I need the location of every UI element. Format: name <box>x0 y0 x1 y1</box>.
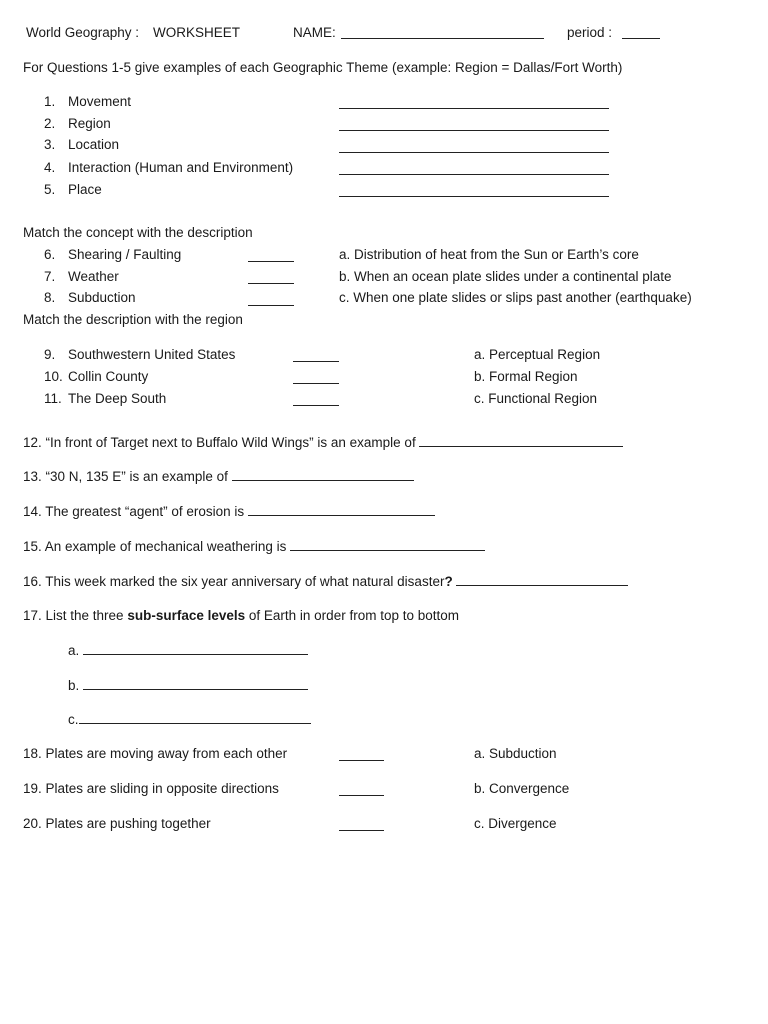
theme-answer-line[interactable] <box>339 139 609 153</box>
region-label: Southwestern United States <box>68 347 236 362</box>
question-15-answer-line[interactable] <box>290 537 485 551</box>
question-17-answer-line-a[interactable] <box>83 641 308 655</box>
question-16 <box>23 572 628 591</box>
region-option: a. Perceptual Region <box>474 347 601 362</box>
question-14-answer-line[interactable] <box>248 502 435 516</box>
region-answer-blank[interactable] <box>293 348 339 362</box>
question-15-text: 15. An example of mechanical weathering is <box>23 539 287 554</box>
header-doc-type: WORKSHEET <box>153 25 241 40</box>
plates-question: 19. Plates are sliding in opposite directions <box>23 781 279 796</box>
theme-label: Movement <box>68 94 132 109</box>
question-17-answer-line-c[interactable] <box>79 710 311 724</box>
plates-option: b. Convergence <box>474 781 570 796</box>
concept-number: 8. <box>44 290 56 305</box>
question-17-answer-line-b[interactable] <box>83 676 308 690</box>
name-field-line[interactable] <box>341 25 544 39</box>
region-number: 9. <box>44 347 56 362</box>
concept-label: Shearing / Faulting <box>68 247 182 262</box>
plates-answer-blank[interactable] <box>339 782 384 796</box>
concept-option: c. When one plate slides or slips past another (earthquake) <box>339 290 692 305</box>
name-label: NAME: <box>293 25 336 40</box>
question-17-item-a <box>68 641 308 660</box>
question-12-text: 12. “In front of Target next to Buffalo Wild Wings” is an example of <box>23 435 416 450</box>
question-17-text-post: of Earth in order from top to bottom <box>245 608 459 623</box>
region-number: 11. <box>44 391 62 406</box>
region-option: c. Functional Region <box>474 391 598 406</box>
theme-answer-line[interactable] <box>339 161 609 175</box>
question-14 <box>23 502 435 521</box>
concept-answer-blank[interactable] <box>248 248 294 262</box>
question-16-answer-line[interactable] <box>456 572 628 586</box>
question-17-label-a: a. <box>68 643 80 658</box>
concept-number: 6. <box>44 247 56 262</box>
question-17-label-c: c. <box>68 712 79 727</box>
question-12-answer-line[interactable] <box>419 433 623 447</box>
region-label: The Deep South <box>68 391 167 406</box>
header-subject: World Geography : <box>26 25 140 40</box>
question-13-text: 13. “30 N, 135 E” is an example of <box>23 469 228 484</box>
question-17-emphasis: sub-surface levels <box>127 608 246 623</box>
question-17-item-c <box>68 710 311 729</box>
theme-number: 1. <box>44 94 56 109</box>
concept-answer-blank[interactable] <box>248 270 294 284</box>
plates-question: 18. Plates are moving away from each other <box>23 746 288 761</box>
question-13 <box>23 467 414 486</box>
theme-label: Interaction (Human and Environment) <box>68 160 294 175</box>
theme-number: 2. <box>44 116 56 131</box>
concept-label: Weather <box>68 269 119 284</box>
theme-label: Place <box>68 182 102 197</box>
plates-answer-blank[interactable] <box>339 817 384 831</box>
region-answer-blank[interactable] <box>293 392 339 406</box>
question-16-text: 16. This week marked the six year anniversary of what natural disaster <box>23 574 445 589</box>
themes-instructions: For Questions 1-5 give examples of each Geographic Theme (example: Region = Dallas/Fort Worth) <box>23 60 623 75</box>
question-17-item-b <box>68 676 308 695</box>
concept-match-heading: Match the concept with the description <box>23 225 253 240</box>
concept-label: Subduction <box>68 290 136 305</box>
question-13-answer-line[interactable] <box>232 467 414 481</box>
theme-label: Region <box>68 116 111 131</box>
plates-option: a. Subduction <box>474 746 557 761</box>
question-12 <box>23 433 623 452</box>
theme-number: 3. <box>44 137 56 152</box>
region-option: b. Formal Region <box>474 369 578 384</box>
theme-label: Location <box>68 137 120 152</box>
region-number: 10. <box>44 369 63 384</box>
plates-question: 20. Plates are pushing together <box>23 816 211 831</box>
theme-number: 5. <box>44 182 56 197</box>
period-label: period : <box>567 25 613 40</box>
plates-option: c. Divergence <box>474 816 557 831</box>
concept-option: a. Distribution of heat from the Sun or Earth’s core <box>339 247 639 262</box>
concept-answer-blank[interactable] <box>248 292 294 306</box>
plates-answer-blank[interactable] <box>339 747 384 761</box>
period-field-line[interactable] <box>622 25 660 39</box>
question-17-text-pre: 17. List the three <box>23 608 128 623</box>
region-label: Collin County <box>68 369 149 384</box>
question-15 <box>23 537 485 556</box>
theme-answer-line[interactable] <box>339 183 609 197</box>
concept-number: 7. <box>44 269 56 284</box>
question-16-mark: ? <box>444 574 453 589</box>
theme-answer-line[interactable] <box>339 117 609 131</box>
question-17-label-b: b. <box>68 678 80 693</box>
theme-number: 4. <box>44 160 56 175</box>
region-match-heading: Match the description with the region <box>23 312 243 327</box>
concept-option: b. When an ocean plate slides under a continental plate <box>339 269 672 284</box>
question-17 <box>23 607 459 625</box>
question-14-text: 14. The greatest “agent” of erosion is <box>23 504 245 519</box>
region-answer-blank[interactable] <box>293 370 339 384</box>
theme-answer-line[interactable] <box>339 95 609 109</box>
